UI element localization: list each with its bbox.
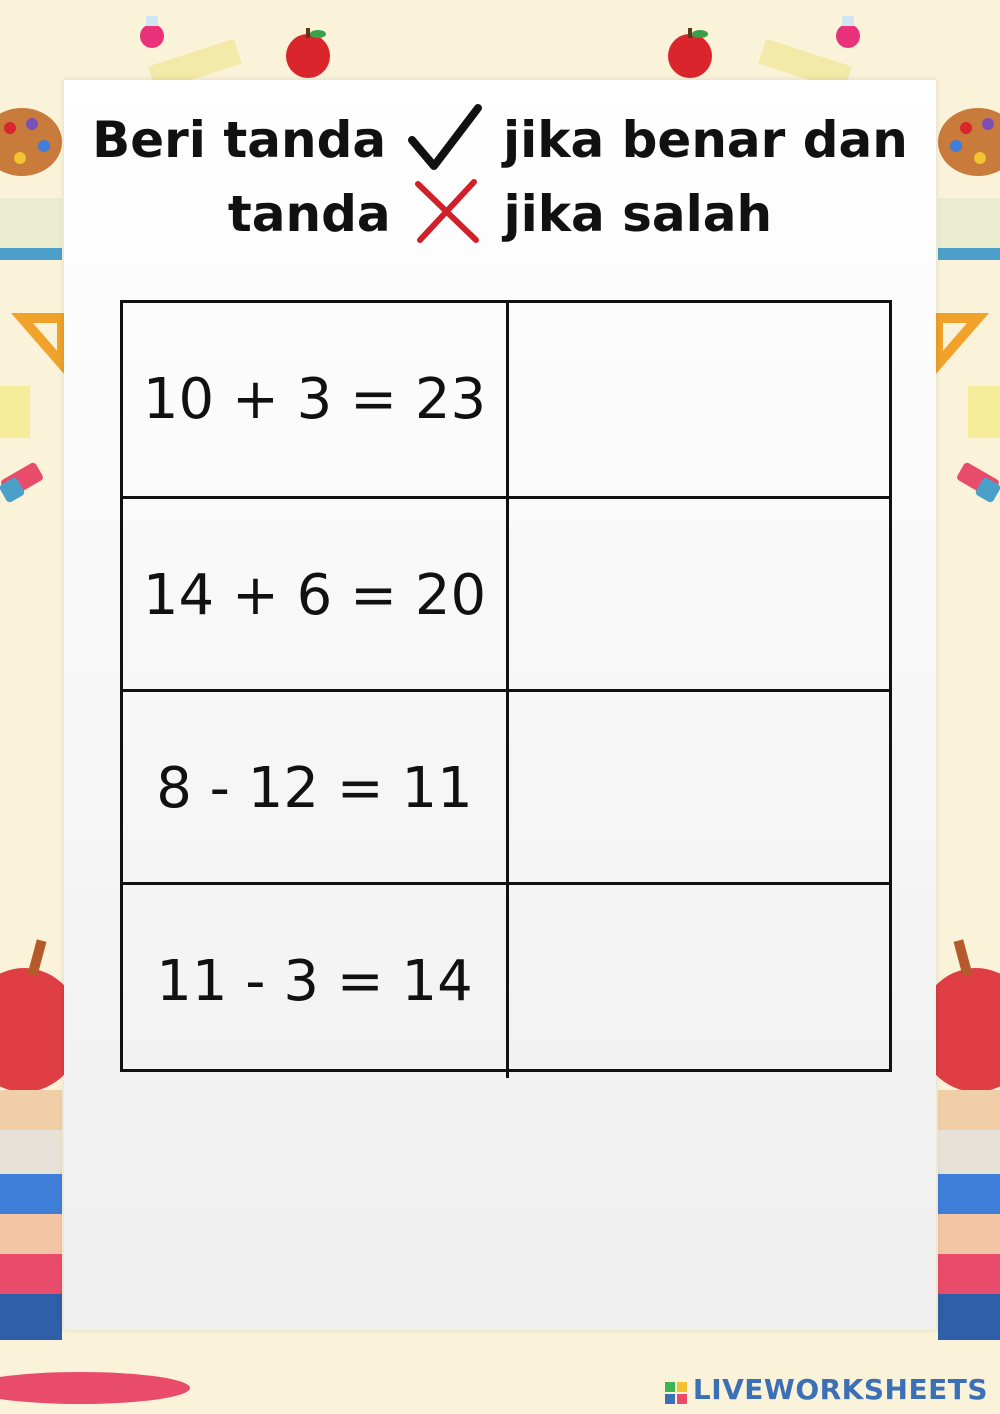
table-row — [123, 496, 889, 692]
instruction-text: jika benar dan — [502, 111, 908, 169]
ruler-triangle-icon — [22, 318, 62, 364]
equation-label: 14 + 6 = 20 — [123, 499, 509, 692]
instruction-text: Beri tanda — [92, 111, 387, 169]
answer-box[interactable] — [509, 303, 889, 496]
palette-icon — [0, 108, 62, 176]
instruction-text: jika salah — [503, 185, 773, 243]
instruction-text: tanda — [227, 185, 391, 243]
flask-icon — [836, 16, 860, 48]
book-stack-icon — [0, 1090, 62, 1340]
liveworksheets-logo-icon — [665, 1378, 687, 1400]
ruler-triangle-icon — [938, 318, 978, 364]
answer-box[interactable] — [509, 692, 889, 885]
apple-icon — [286, 28, 330, 78]
equation-label: 10 + 3 = 23 — [123, 303, 509, 496]
table-row — [123, 882, 889, 1078]
answer-box[interactable] — [509, 885, 889, 1078]
brand-footer — [665, 1372, 988, 1406]
instruction-line-1 — [64, 102, 936, 185]
brand-name: LIVEWORKSHEETS — [692, 1372, 988, 1406]
question-table — [120, 300, 892, 1072]
check-icon — [404, 102, 486, 185]
cross-icon — [408, 176, 486, 259]
equation-label: 8 - 12 = 11 — [123, 692, 509, 885]
table-row — [123, 303, 889, 496]
equation-label: 11 - 3 = 14 — [123, 885, 509, 1078]
eraser-icon — [0, 461, 44, 503]
instruction-line-2 — [64, 176, 936, 259]
flask-icon — [140, 16, 164, 48]
apple-icon — [668, 28, 712, 78]
book-stack-icon — [938, 1090, 1000, 1340]
table-row — [123, 689, 889, 885]
palette-icon — [938, 108, 1000, 176]
eraser-icon — [956, 461, 1000, 503]
answer-box[interactable] — [509, 499, 889, 692]
